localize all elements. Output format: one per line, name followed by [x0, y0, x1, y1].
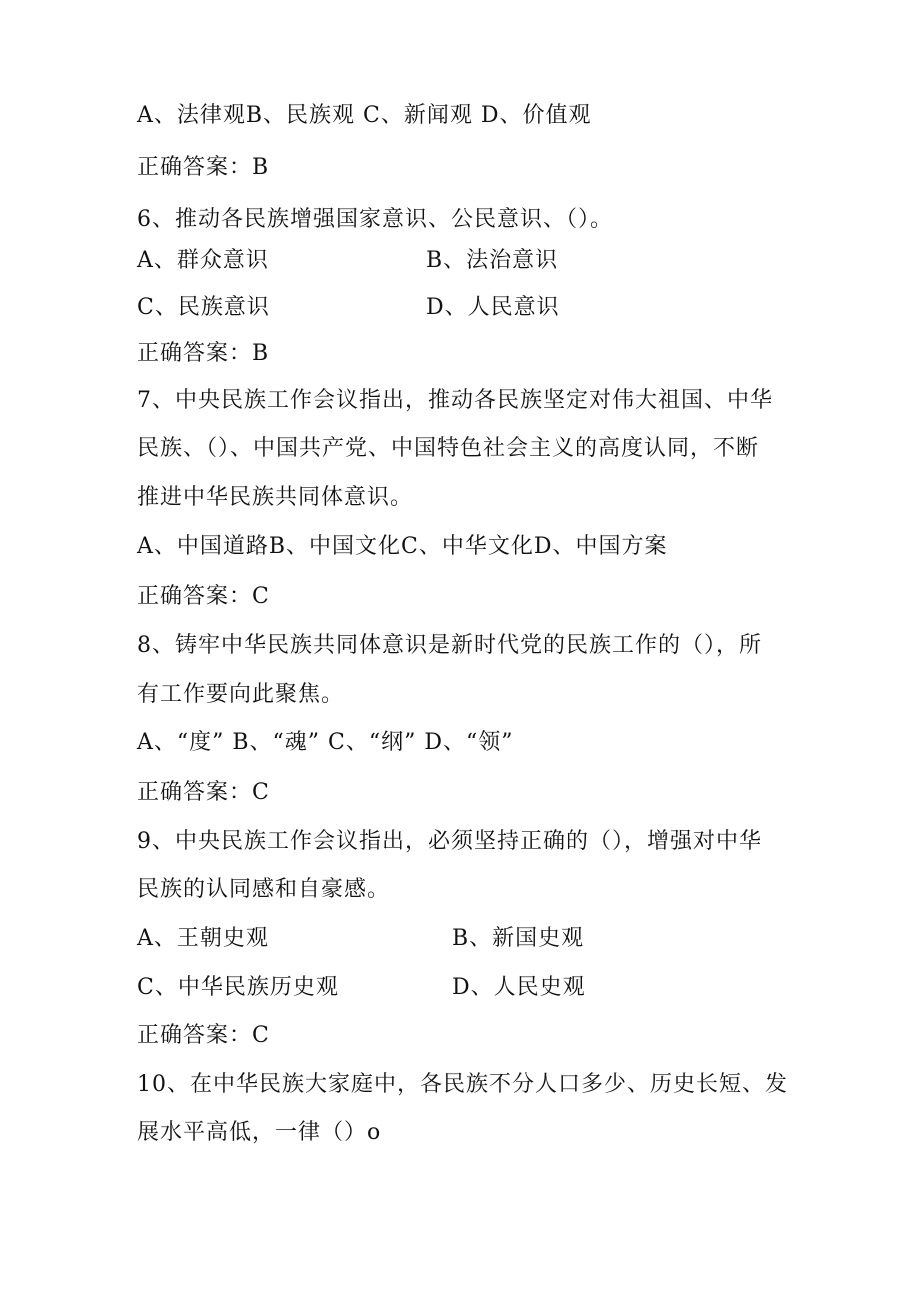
q6-options-row1 — [137, 246, 559, 276]
q9-options-row2 — [137, 973, 586, 1003]
q6-option-d: D、人民意识 — [426, 295, 560, 320]
q8-answer: 正确答案：C — [137, 780, 270, 805]
q6-options-row2 — [137, 293, 560, 323]
q9-option-b: B、新国史观 — [452, 926, 585, 951]
q6-answer: 正确答案：B — [137, 341, 270, 366]
q6-option-b: B、法治意识 — [426, 248, 559, 273]
q7-answer: 正确答案：C — [137, 584, 270, 609]
q5-options: A、法律观B、民族观 C、新闻观 D、价值观 — [137, 103, 592, 128]
q9-option-d: D、人民史观 — [452, 975, 586, 1000]
q7-question-line2: 民族、（）、中国共产党、中国特色社会主义的高度认同，不断 — [137, 436, 760, 461]
q6-option-c: C、民族意识 — [137, 295, 270, 320]
q10-question-line1: 10、在中华民族大家庭中，各民族不分人口多少、历史长短、发 — [137, 1072, 788, 1097]
q9-question-line2: 民族的认同感和自豪感。 — [137, 877, 391, 902]
q9-question-line1: 9、中央民族工作会议指出，必须坚持正确的（），增强对中华 — [137, 829, 762, 854]
q7-options: A、中国道路B、中国文化C、中华文化D、中国方案 — [137, 534, 668, 559]
q8-question-line1: 8、铸牢中华民族共同体意识是新时代党的民族工作的（），所 — [137, 633, 762, 658]
q9-option-a: A、王朝史观 — [137, 926, 269, 951]
q7-question-line1: 7、中央民族工作会议指出，推动各民族坚定对伟大祖国、中华 — [137, 388, 773, 413]
q9-answer: 正确答案：C — [137, 1023, 270, 1048]
q7-question-line3: 推进中华民族共同体意识。 — [137, 485, 414, 510]
q9-options-row1 — [137, 924, 585, 954]
q5-answer: 正确答案：B — [137, 155, 270, 180]
q9-option-c: C、中华民族历史观 — [137, 975, 339, 1000]
q10-question-line2: 展水平高低，一律（）o — [137, 1120, 382, 1145]
q6-question: 6、推动各民族增强国家意识、公民意识、（）。 — [137, 207, 613, 232]
q6-option-a: A、群众意识 — [137, 248, 269, 273]
q8-options: A、“度” B、“魂” C、“纲” D、“领” — [137, 730, 514, 755]
q8-question-line2: 有工作要向此聚焦。 — [137, 682, 345, 707]
